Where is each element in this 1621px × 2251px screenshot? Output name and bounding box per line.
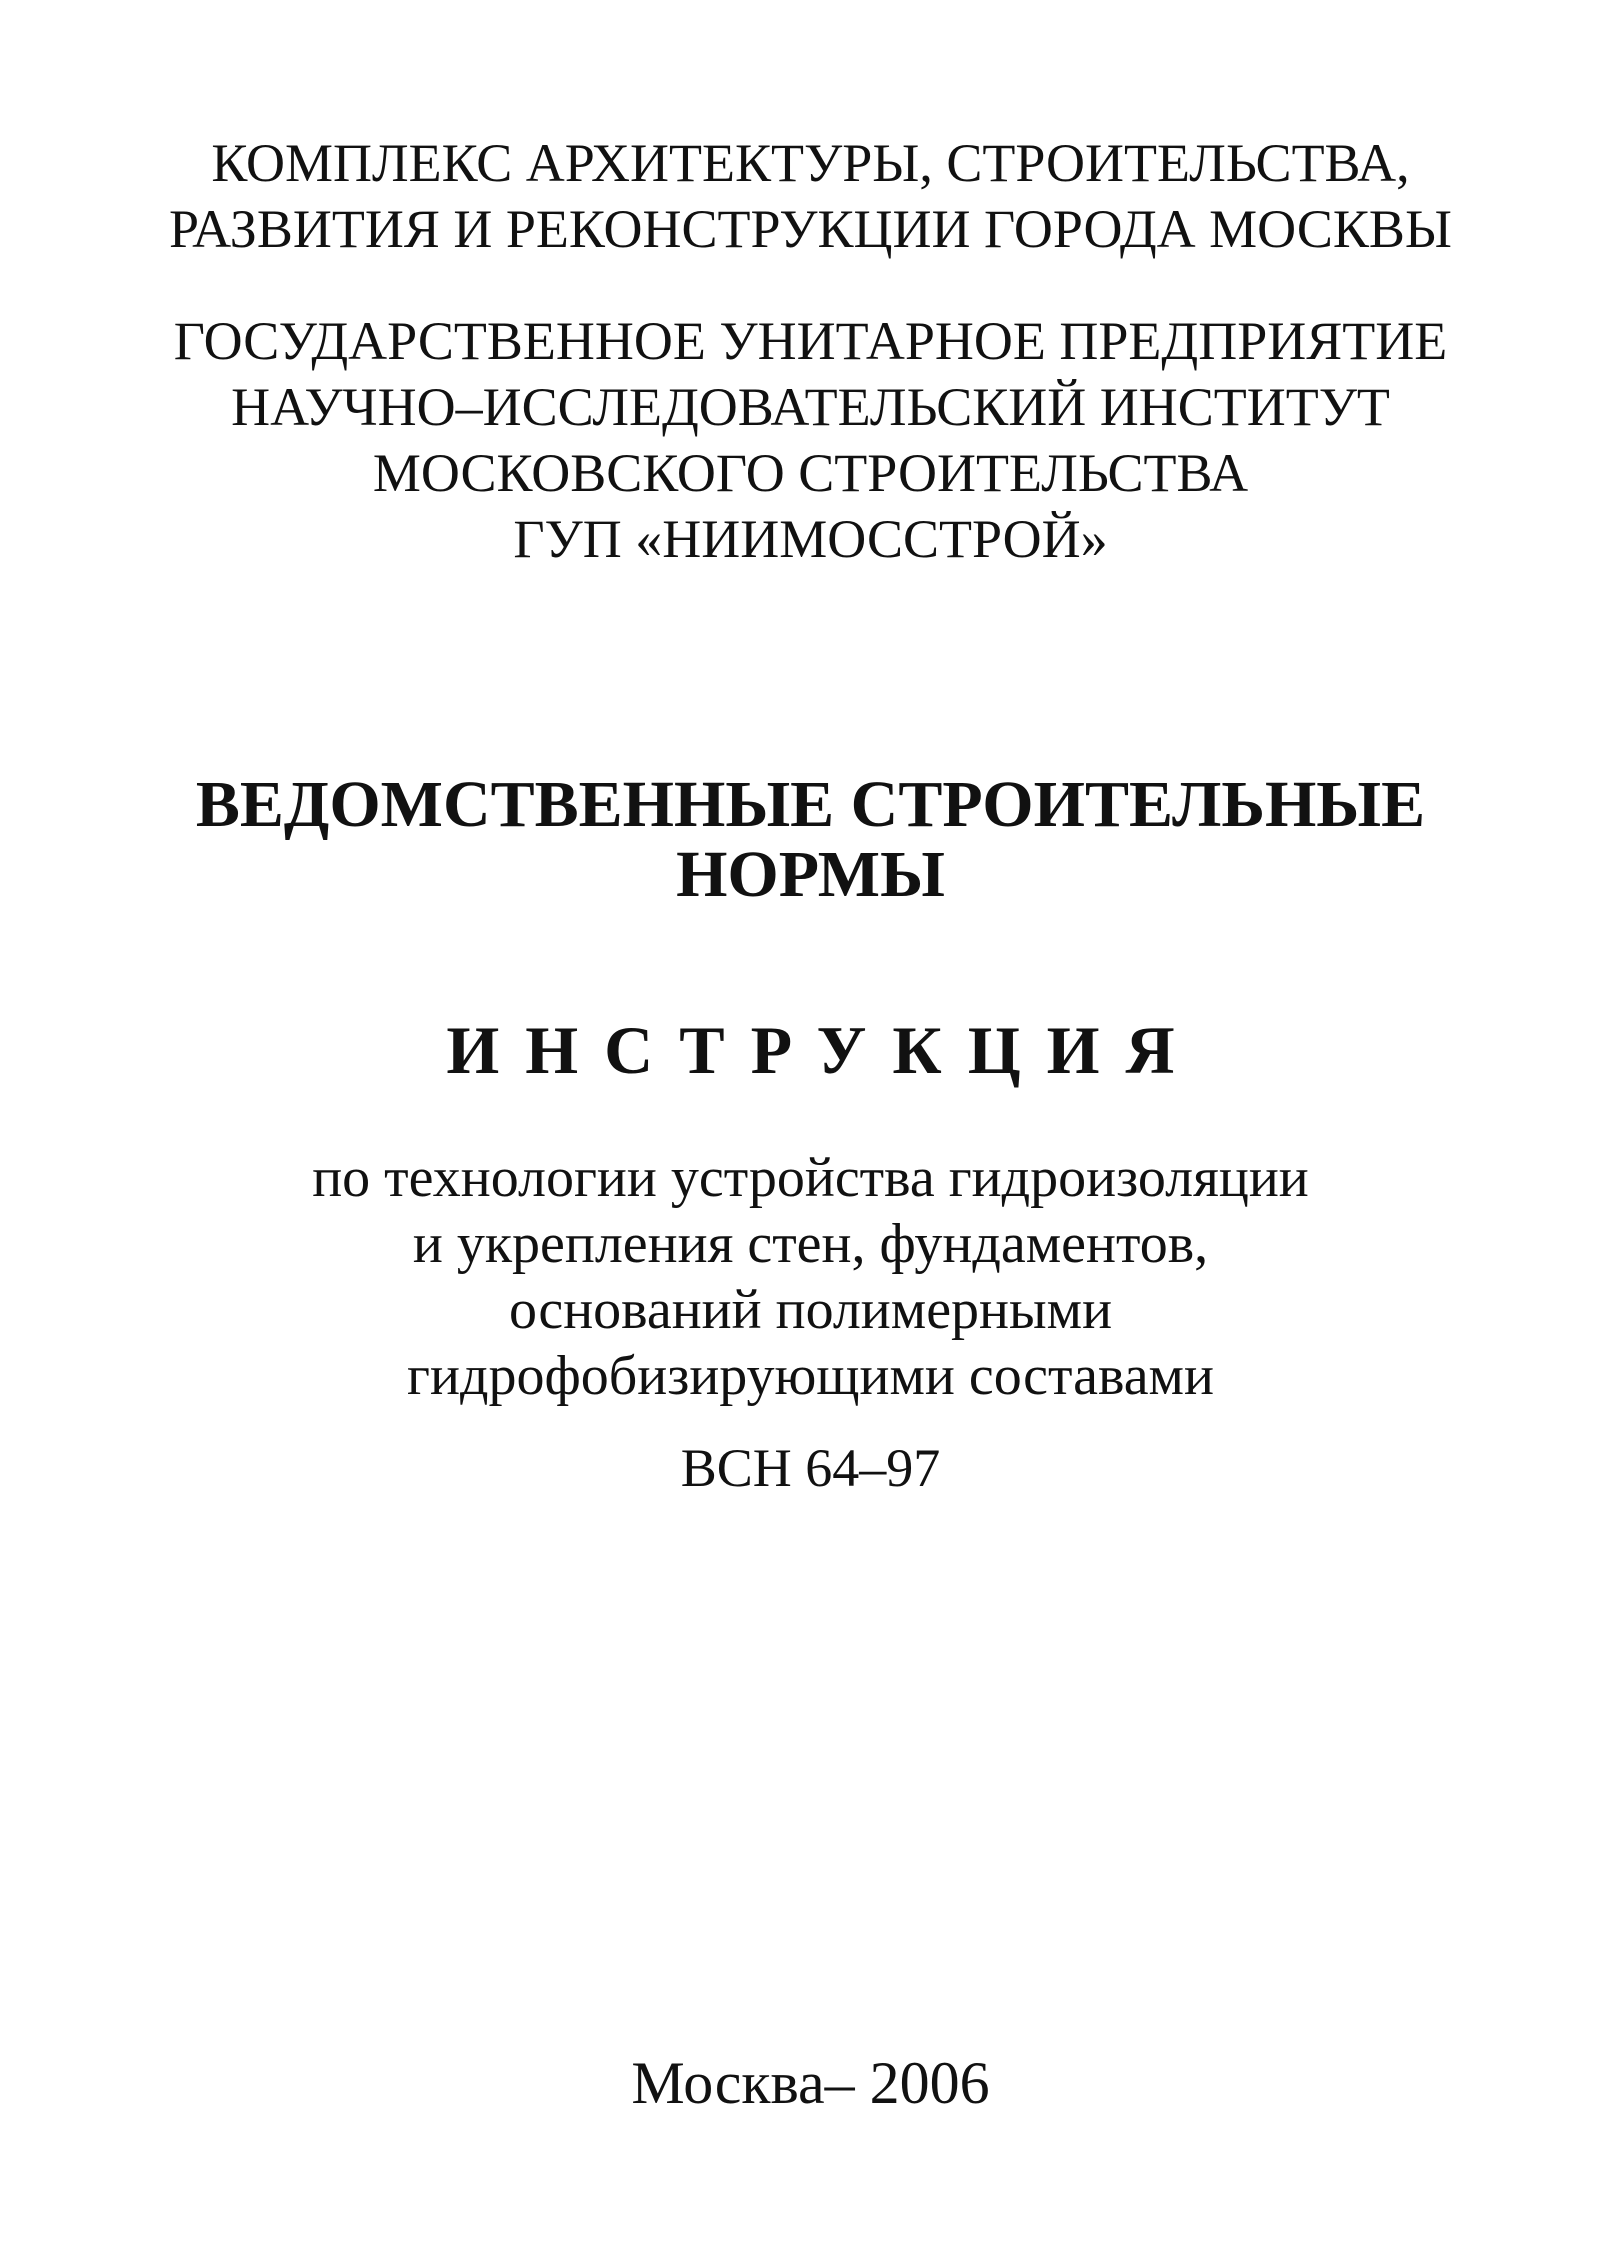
subtitle-line-2: и укрепления стен, фундаментов, [412,1213,1209,1275]
enterprise-line-1: ГОСУДАРСТВЕННОЕ УНИТАРНОЕ ПРЕДПРИЯТИЕ [173,311,1448,371]
place-year-label: Москва– 2006 [631,2050,990,2116]
subtitle-line-4: гидрофобизирующими составами [407,1345,1214,1407]
document-type [0,1010,1621,1090]
enterprise-heading [0,308,1621,572]
document-type-label: ИНСТРУКЦИЯ [446,1012,1201,1088]
document-subtitle [0,1145,1621,1409]
complex-heading [0,130,1621,262]
subtitle-line-3: оснований полимерными [508,1279,1113,1341]
title-line-2: НОРМЫ [676,838,945,911]
complex-line-1: КОМПЛЕКС АРХИТЕКТУРЫ, СТРОИТЕЛЬСТВА, [211,133,1410,193]
document-code [0,1435,1621,1501]
enterprise-line-3: МОСКОВСКОГО СТРОИТЕЛЬСТВА [372,443,1249,503]
subtitle-line-1: по технологии устройства гидроизоляции [312,1147,1309,1209]
place-year [0,2048,1621,2118]
complex-line-2: РАЗВИТИЯ И РЕКОНСТРУКЦИИ ГОРОДА МОСКВЫ [169,199,1452,259]
title-line-1: ВЕДОМСТВЕННЫЕ СТРОИТЕЛЬНЫЕ [195,768,1426,841]
enterprise-line-4: ГУП «НИИМОССТРОЙ» [513,509,1108,569]
document-title [0,770,1621,910]
document-code-label: ВСН 64–97 [680,1438,941,1498]
enterprise-line-2: НАУЧНО–ИССЛЕДОВАТЕЛЬСКИЙ ИНСТИТУТ [231,377,1390,437]
